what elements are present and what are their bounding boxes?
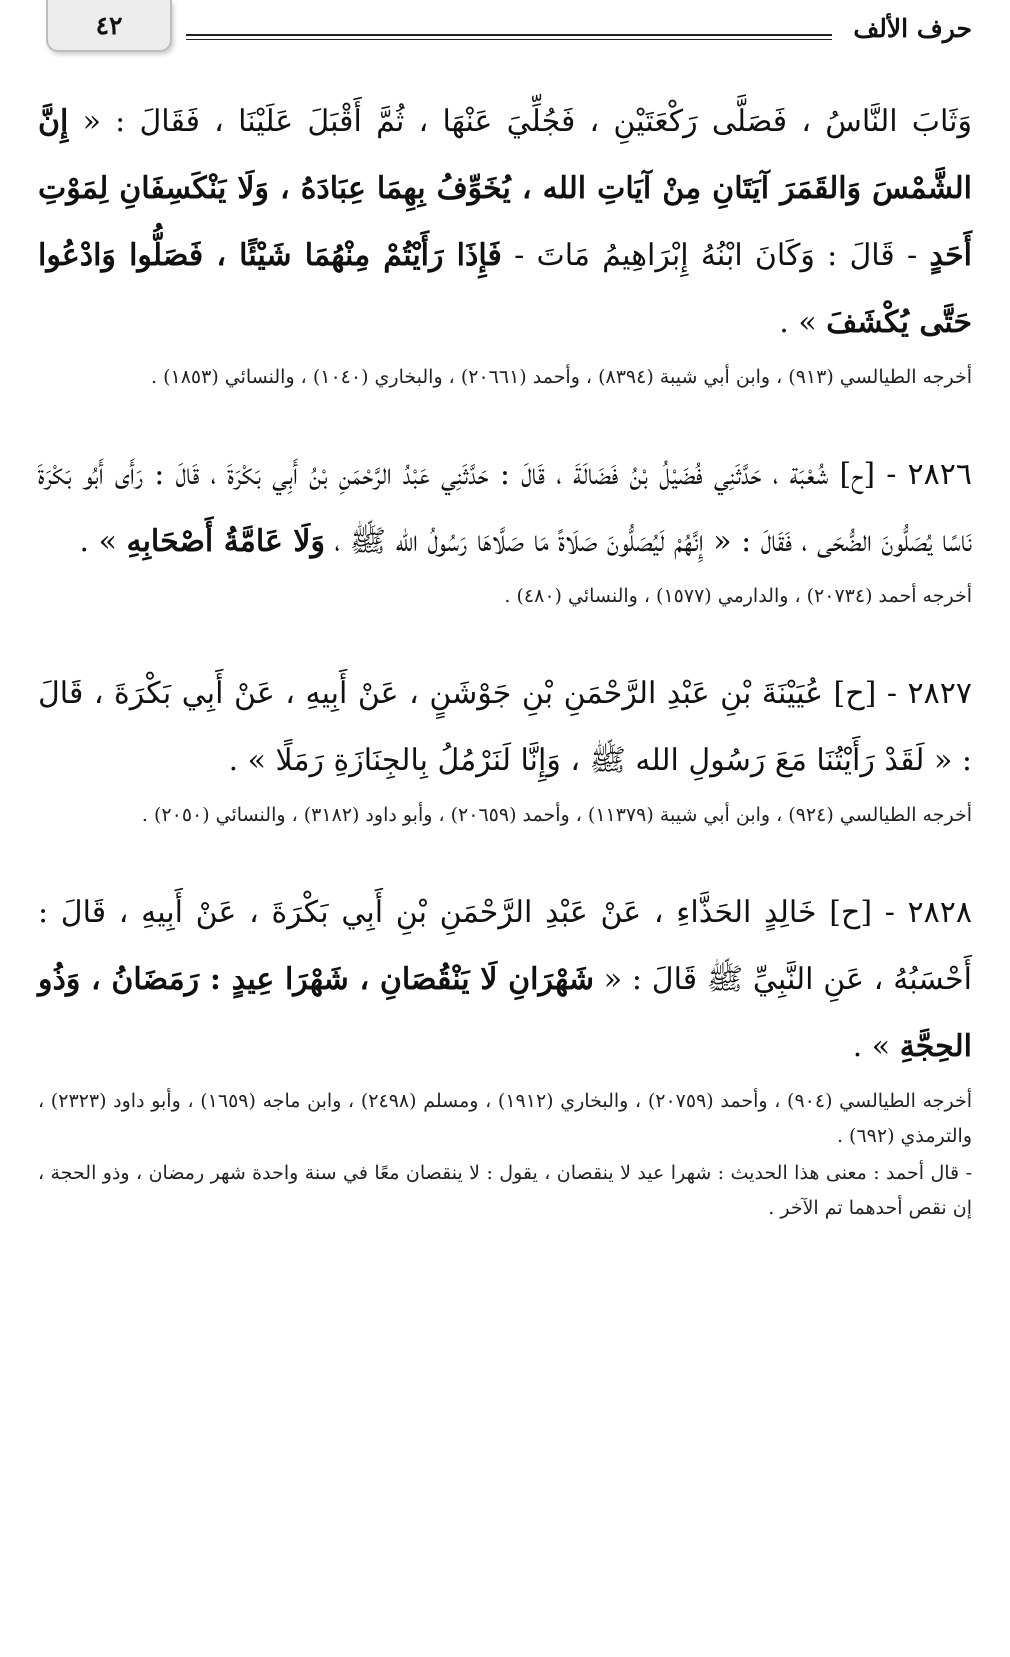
hadith-entry — [38, 88, 972, 395]
running-title: حرف الألف — [853, 14, 972, 43]
page-number-tab — [46, 0, 172, 52]
hadith-text — [38, 660, 972, 794]
editor-note: - قال أحمد : معنى هذا الحديث : شهرا عيد لا ينقصان ، يقول : لا ينقصان معًا في سنة واحدة شهر رمضان ، وذو الحجة ، إن نقص أحدهما تم الآخر . — [38, 1162, 972, 1219]
hadith-quote-bold: وَلَا عَامَّةُ أَصْحَابِهِ — [126, 524, 325, 559]
hadith-text-part: ٢٨٢٧ - [ح] عُيَيْنَةَ بْنِ عَبْدِ الرَّحْمَنِ بْنِ جَوْشَنٍ ، عَنْ أَبِيهِ ، عَنْ أَبِي بَكْرَةَ ، قَالَ : « لَقَدْ رَأَيْتُنَا مَعَ رَسُولِ الله ﷺ ، وَإِنَّا لَنَرْمُلُ بِالجِنَازَةِ رَمَلًا » . — [38, 676, 972, 778]
hadith-text — [38, 88, 972, 356]
hadith-text — [38, 879, 972, 1080]
hadith-entry — [38, 441, 972, 614]
header-rule — [186, 34, 832, 36]
hadith-text-part: » . — [852, 1029, 900, 1064]
header-rule-thin — [186, 39, 832, 40]
hadith-entry — [38, 660, 972, 833]
hadith-text-part: ٢٨٢٦ - [ح] شُعْبَة ، حَدَّثَنِي فُضَيْلُ بْنُ فَضَالَةَ ، قَالَ : حَدَّثَنِي عَبْدُ الرَّحْمَنِ بْنُ أَبِي بَكْرَةَ ، قَالَ : رَأَى أَبُو بَكْرَةَ نَاسًا يُصَلُّونَ الضُّحَى ، فَقَالَ : « إِنَّهُمْ لَيُصَلُّونَ صَلَاةً مَا صَلَّاهَا رَسُولُ الله ﷺ ، — [38, 457, 972, 559]
takhrij-reference: أخرجه أحمد (٢٠٧٣٤) ، والدارمي (١٥٧٧) ، والنسائي (٤٨٠) . — [504, 585, 972, 607]
hadith-text — [38, 441, 972, 575]
hadith-quote-bold: إِنَّ الشَّمْسَ وَالقَمَرَ آيَتَانِ مِنْ آيَاتِ الله ، يُخَوِّفُ بِهِمَا عِبَادَهُ ، وَلَا يَنْكَسِفَانِ لِمَوْتِ أَحَدٍ — [38, 104, 972, 273]
hadith-text-part: » . — [79, 524, 127, 559]
page-header — [38, 0, 972, 62]
takhrij-reference: أخرجه الطيالسي (٩٢٤) ، وابن أبي شيبة (١١٣٧٩) ، وأحمد (٢٠٦٥٩) ، وأبو داود (٣١٨٢) ، والنسائي (٢٠٥٠) . — [141, 804, 972, 826]
takhrij-reference: أخرجه الطيالسي (٩١٣) ، وابن أبي شيبة (٨٣٩٤) ، وأحمد (٢٠٦٦١) ، والبخاري (١٠٤٠) ، والنسائي (١٨٥٣) . — [151, 366, 972, 388]
hadith-text-part: - قَالَ : وَكَانَ ابْنُهُ إِبْرَاهِيمُ مَاتَ - — [501, 238, 930, 273]
page-number: ٤٢ — [95, 10, 123, 40]
hadith-text-part: ٢٨٢٨ - [ح] خَالِدٍ الحَذَّاءِ ، عَنْ عَبْدِ الرَّحْمَنِ بْنِ أَبِي بَكْرَةَ ، عَنْ أَبِيهِ ، قَالَ : أَحْسَبُهُ ، عَنِ النَّبِيِّ ﷺ قَالَ : « — [38, 895, 973, 997]
hadith-quote-bold: شَهْرَانِ لَا يَنْقُصَانِ ، شَهْرَا عِيدٍ : رَمَضَانُ ، وَذُو الحِجَّةِ — [38, 962, 972, 1064]
page-content — [38, 88, 972, 1226]
takhrij-reference: أخرجه الطيالسي (٩٠٤) ، وأحمد (٢٠٧٥٩) ، والبخاري (١٩١٢) ، ومسلم (٢٤٩٨) ، وابن ماجه (١٦٥٩) ، وأبو داود (٢٣٢٣) ، والترمذي (٦٩٢) . — [38, 1090, 973, 1147]
hadith-text-part: » . — [779, 305, 827, 340]
hadith-entry — [38, 879, 972, 1226]
hadith-quote-bold: فَإِذَا رَأَيْتُمْ مِنْهُمَا شَيْئًا ، فَصَلُّوا وَادْعُوا حَتَّى يُكْشَفَ — [38, 238, 972, 340]
hadith-text-part: وَثَابَ النَّاسُ ، فَصَلَّى رَكْعَتَيْنِ ، فَجُلِّيَ عَنْهَا ، ثُمَّ أَقْبَلَ عَلَيْنَا ، فَقَالَ : « — [68, 104, 972, 139]
